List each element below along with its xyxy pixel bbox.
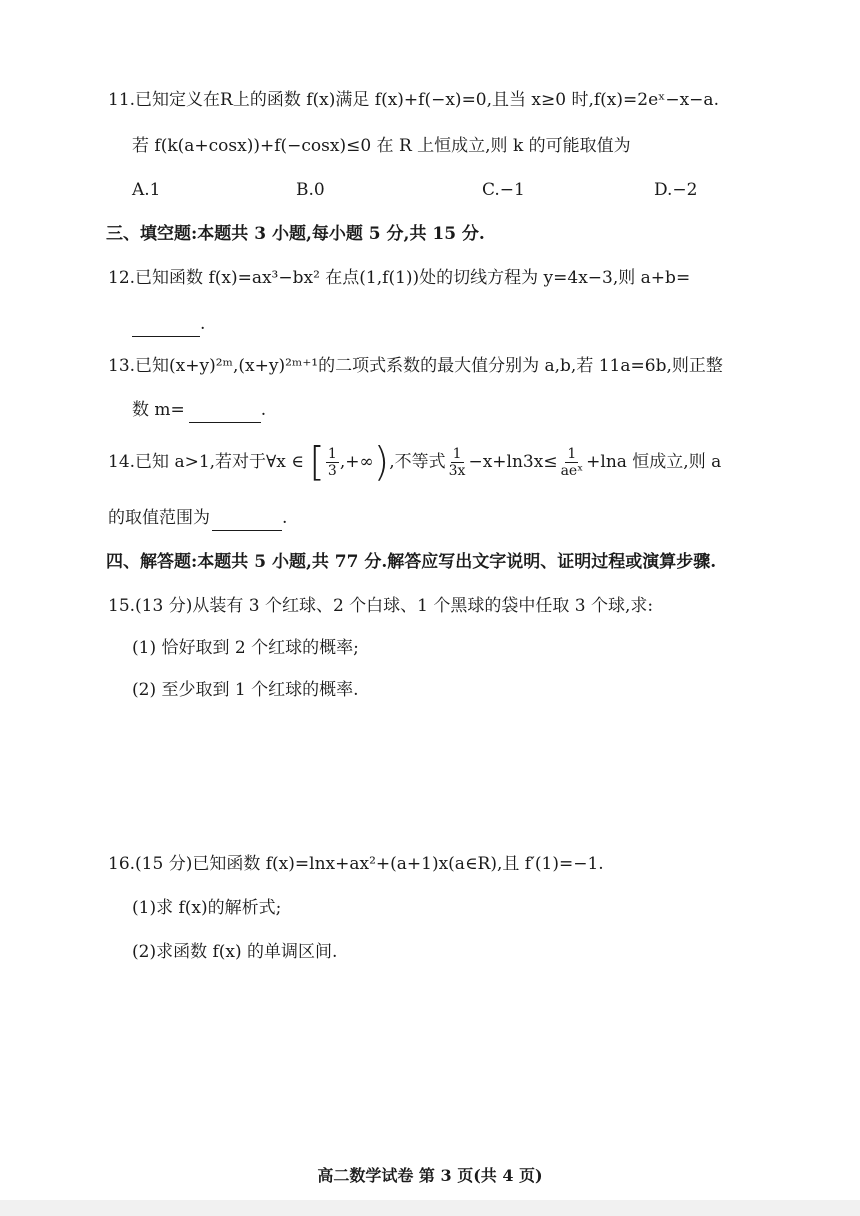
q14-line2-start: 的取值范围为 [108, 508, 210, 528]
q14-part3: −x+ln3x≤ [468, 452, 558, 472]
q11-line1: 11.已知定义在R上的函数 f(x)满足 f(x)+f(−x)=0,且当 x≥0 时,f(x)=2eˣ−x−a. [108, 90, 719, 110]
q12-line2 [132, 312, 205, 337]
q14-frac1-num: 1 [452, 446, 462, 462]
q14-part2: ,不等式 [389, 452, 446, 472]
q14-left-bracket: [ [309, 439, 325, 486]
q14-part4: +lna 恒成立,则 a [586, 452, 722, 472]
q12-line1: 12.已知函数 f(x)=ax³−bx² 在点(1,f(1))处的切线方程为 y=4x−3,则 a+b= [108, 268, 691, 288]
q16-sub1: (1)求 f(x)的解析式; [132, 898, 282, 918]
q14-interval-den: 3 [327, 463, 337, 479]
q14-interval-num: 1 [327, 446, 337, 462]
section-4-heading: 四、解答题:本题共 5 小题,共 77 分.解答应写出文字说明、证明过程或演算步骤. [106, 552, 717, 572]
q14-line1 [108, 440, 721, 484]
section-3-heading: 三、填空题:本题共 3 小题,每小题 5 分,共 15 分. [106, 224, 485, 244]
q13-period: . [260, 400, 267, 420]
q12-answer-blank [132, 312, 200, 337]
q14-answer-blank [212, 506, 282, 531]
q15-sub2: (2) 至少取到 1 个红球的概率. [132, 680, 359, 700]
page-footer: 高二数学试卷 第 3 页(共 4 页) [317, 1166, 543, 1185]
q14-period: . [282, 508, 288, 528]
q13-line2-start: 数 m= [132, 400, 185, 420]
page-bottom-edge [0, 1200, 860, 1216]
q14-interval-rest: ,+∞ [339, 452, 374, 472]
q13-line2 [132, 398, 266, 423]
q15-sub1: (1) 恰好取到 2 个红球的概率; [132, 638, 359, 658]
q16-sub2: (2)求函数 f(x) 的单调区间. [132, 942, 338, 962]
q14-part1: 14.已知 a>1,若对于∀x ∈ [108, 452, 304, 472]
q11-option-a: A.1 [132, 180, 161, 200]
q11-option-d: D.−2 [654, 180, 698, 200]
q11-option-b: B.0 [296, 180, 325, 200]
q14-frac1-den: 3x [448, 463, 466, 479]
q14-frac2-den: aeˣ [560, 463, 584, 479]
q16-stem: 16.(15 分)已知函数 f(x)=lnx+ax²+(a+1)x(a∈R),且 f′(1)=−1. [108, 854, 604, 874]
q14-frac2 [559, 446, 586, 479]
q14-interval-fraction [326, 446, 339, 479]
q14-line2 [108, 506, 287, 531]
q15-stem: 15.(13 分)从装有 3 个红球、2 个白球、1 个黑球的袋中任取 3 个球,求: [108, 596, 654, 616]
q14-right-paren: ) [373, 439, 390, 486]
q14-frac1 [447, 446, 468, 479]
q11-line2: 若 f(k(a+cosx))+f(−cosx)≤0 在 R 上恒成立,则 k 的可能取值为 [132, 136, 631, 156]
q12-period: . [200, 314, 206, 334]
q13-answer-blank [189, 398, 261, 423]
q11-option-c: C.−1 [482, 180, 525, 200]
q13-line1: 13.已知(x+y)²ᵐ,(x+y)²ᵐ⁺¹的二项式系数的最大值分别为 a,b,若 11a=6b,则正整 [108, 356, 723, 376]
q14-frac2-num: 1 [567, 446, 577, 462]
